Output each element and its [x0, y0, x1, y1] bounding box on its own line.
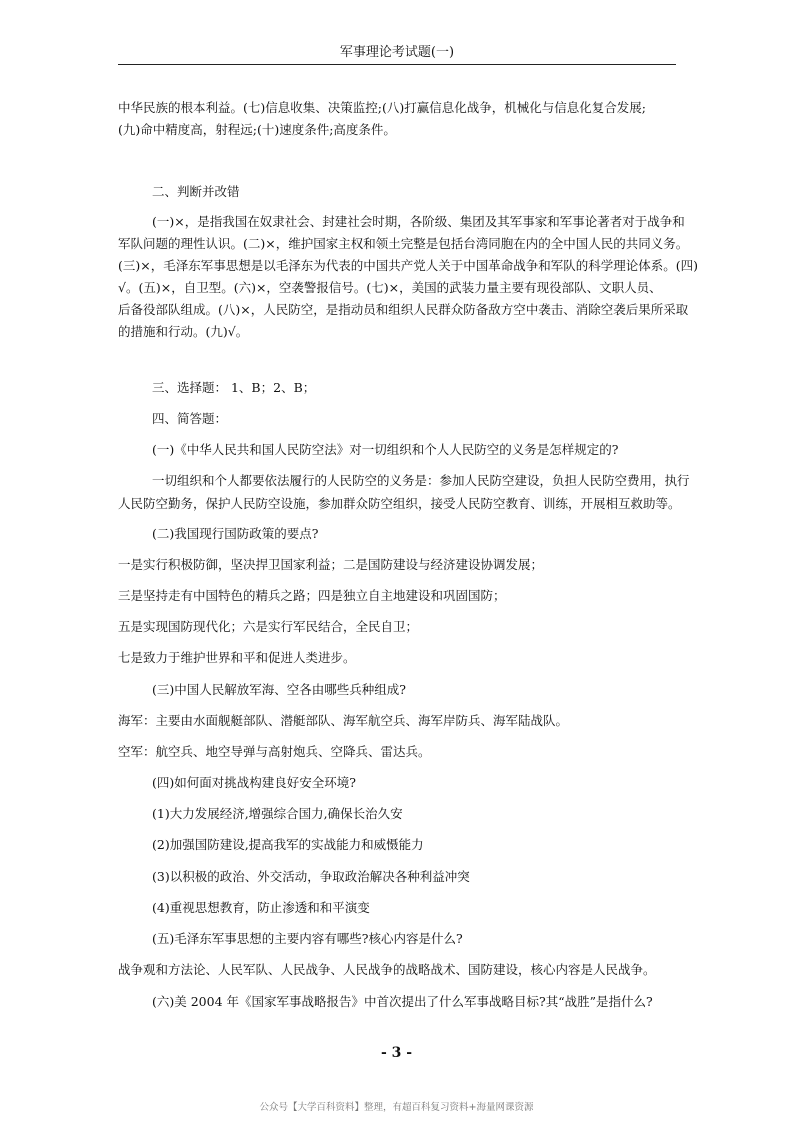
question-line: (一)《中华人民共和国人民防空法》对一切组织和个人人民防空的义务是怎样规定的?	[152, 442, 619, 457]
answer-line: 七是致力于维护世界和平和促进人类进步。	[118, 650, 356, 665]
answer-line: 海军：主要由水面舰艇部队、潜艇部队、海军航空兵、海军岸防兵、海军陆战队。	[118, 713, 569, 728]
answer-line: (2)加强国防建设,提高我军的实战能力和威慑能力	[152, 837, 424, 852]
text-line: (九)命中精度高，射程远;(十)速度条件;高度条件。	[118, 122, 396, 137]
question-line: (四)如何面对挑战构建良好安全环境?	[152, 775, 356, 790]
section-heading: 二、判断并改错	[152, 184, 240, 199]
answer-line: 三是坚持走有中国特色的精兵之路；四是独立自主地建设和巩固国防；	[118, 588, 506, 603]
answer-line: 人民防空勤务，保护人民防空设施，参加群众防空组织，接受人民防空教育、训练，开展相互救助等。	[118, 496, 681, 511]
page-header-title: 军事理论考试题(一)	[339, 45, 455, 60]
answer-line: (3)以积极的政治、外交活动，争取政治解决各种利益冲突	[152, 869, 470, 884]
text-line: 中华民族的根本利益。(七)信息收集、决策监控;(八)打赢信息化战争，机械化与信息化复合发展;	[118, 100, 646, 115]
section-heading: 四、简答题：	[152, 411, 228, 426]
answer-line: 一切组织和个人都要依法履行的人民防空的义务是：参加人民防空建设，负担人民防空费用，执行	[152, 473, 690, 488]
answer-line: 一是实行积极防御，坚决捍卫国家利益；二是国防建设与经济建设协调发展；	[118, 557, 544, 572]
text-line: (三)×，毛泽东军事思想是以毛泽东为代表的中国共产党人关于中国革命战争和军队的科学理论体系。(四)	[118, 258, 698, 273]
question-line: (五)毛泽东军事思想的主要内容有哪些?核心内容是什么?	[152, 931, 463, 946]
section-heading: 三、选择题： 1、B；2、B；	[152, 380, 316, 395]
question-line: (三)中国人民解放军海、空各由哪些兵种组成?	[152, 682, 406, 697]
answer-line: 空军：航空兵、地空导弹与高射炮兵、空降兵、雷达兵。	[118, 744, 431, 759]
text-line: 的措施和行动。(九)√。	[118, 324, 249, 339]
answer-line: 五是实现国防现代化；六是实行军民结合，全民自卫；	[118, 619, 419, 634]
question-line: (六)美 2004 年《国家军事战略报告》中首次提出了什么军事战略目标?其“战胜”是指什么?	[152, 994, 653, 1009]
text-line: √。(五)×，自卫型。(六)×，空袭警报信号。(七)×，美国的武装力量主要有现役部队、文职人员、	[118, 280, 662, 295]
text-line: 后备役部队组成。(八)×，人民防空，是指动员和组织人民群众防备敌方空中袭击、消除空袭后果所采取	[118, 302, 689, 317]
page-number: - 3 -	[380, 1045, 413, 1061]
answer-line: 战争观和方法论、人民军队、人民战争、人民战争的战略战术、国防建设，核心内容是人民战争。	[118, 962, 656, 977]
footer-note: 公众号【大学百科资料】整理，有超百科复习资料+海量网课资源	[259, 1102, 534, 1113]
header-divider	[118, 64, 676, 65]
text-line: 军队问题的理性认识。(二)×，维护国家主权和领土完整是包括台湾同胞在内的全中国人民的共同义务。	[118, 236, 689, 251]
question-line: (二)我国现行国防政策的要点?	[152, 526, 319, 541]
answer-line: (1)大力发展经济,增强综合国力,确保长治久安	[152, 806, 403, 821]
answer-line: (4)重视思想教育，防止渗透和和平演变	[152, 900, 370, 915]
text-line: (一)×，是指我国在奴隶社会、封建社会时期，各阶级、集团及其军事家和军事论著者对于战争和	[152, 214, 685, 229]
